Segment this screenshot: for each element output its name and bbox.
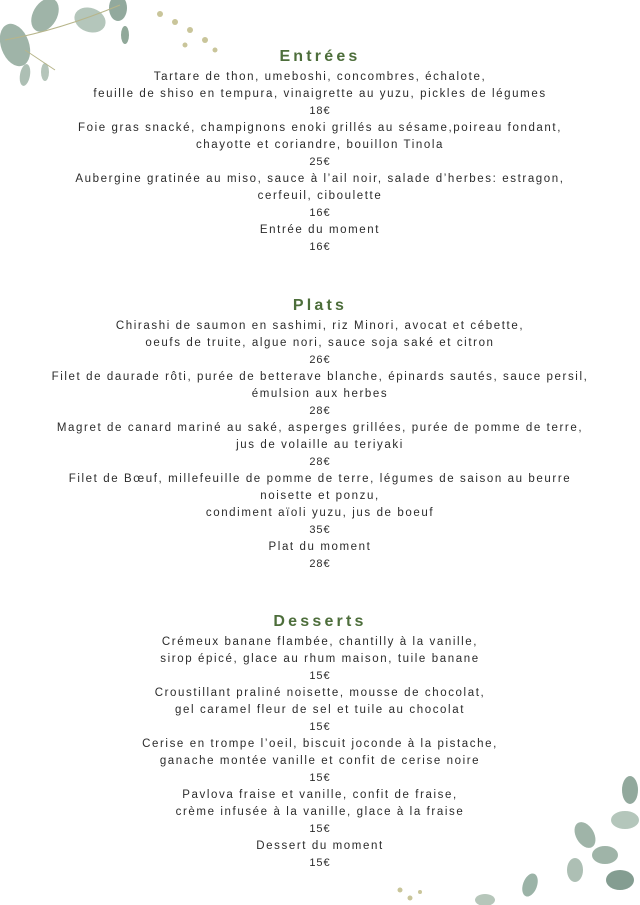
menu-item-description: chayotte et coriandre, bouillon Tinola: [195, 139, 445, 151]
menu-item-description: cerfeuil, ciboulette: [257, 190, 383, 202]
menu-item: [0, 420, 640, 471]
section-title: Desserts: [273, 613, 367, 630]
menu-item-description: Foie gras snacké, champignons enoki grillés au sésame,poireau fondant,: [77, 122, 563, 134]
menu-item-description: Magret de canard mariné au saké, asperges grillées, purée de pomme de terre,: [56, 422, 584, 434]
menu-item-price: 15€: [309, 670, 331, 682]
menu-item-price: 28€: [309, 558, 331, 570]
menu-item-description: oeufs de truite, algue nori, sauce soja saké et citron: [145, 337, 495, 349]
section-title: Entrées: [279, 48, 361, 65]
menu-item-price: 15€: [309, 721, 331, 733]
menu-item: [0, 120, 640, 171]
menu-item-description: Chirashi de saumon en sashimi, riz Minori, avocat et cébette,: [115, 320, 525, 332]
menu-item-description: feuille de shiso en tempura, vinaigrette au yuzu, pickles de légumes: [93, 88, 547, 100]
menu-item-description: sirop épicé, glace au rhum maison, tuile banane: [160, 653, 480, 665]
menu-item-price: 15€: [309, 823, 331, 835]
menu-item: [0, 318, 640, 369]
menu-item-description: Crémeux banane flambée, chantilly à la vanille,: [161, 636, 479, 648]
menu-item-description: condiment aïoli yuzu, jus de boeuf: [205, 507, 435, 519]
menu-item-price: 16€: [309, 207, 331, 219]
section-title: Plats: [292, 297, 348, 314]
menu-item-description: Tartare de thon, umeboshi, concombres, échalote,: [153, 71, 487, 83]
section-entrees: [0, 45, 640, 256]
menu-item-description: Dessert du moment: [256, 840, 384, 852]
menu-item: [0, 787, 640, 838]
menu-item: [0, 634, 640, 685]
menu-item-price: 25€: [309, 156, 331, 168]
menu-item-description: ganache montée vanille et confit de cerise noire: [159, 755, 481, 767]
menu-item-price: 28€: [309, 405, 331, 417]
menu-item-price: 28€: [309, 456, 331, 468]
section-desserts: [0, 610, 640, 872]
menu-item-description: Entrée du moment: [259, 224, 381, 236]
menu-item-description: noisette et ponzu,: [260, 490, 380, 502]
menu-item-description: Pavlova fraise et vanille, confit de fraise,: [182, 789, 458, 801]
menu-item: [0, 69, 640, 120]
menu-item-description: crème infusée à la vanille, glace à la fraise: [175, 806, 465, 818]
section-plats: [0, 294, 640, 573]
menu-item-price: 16€: [309, 241, 331, 253]
menu-item: [0, 838, 640, 872]
menu-item-description: Plat du moment: [268, 541, 372, 553]
menu-item-description: Aubergine gratinée au miso, sauce à l’ail noir, salade d’herbes: estragon,: [75, 173, 565, 185]
menu-item: [0, 222, 640, 256]
menu-item: [0, 539, 640, 573]
menu-item: [0, 736, 640, 787]
menu-item-price: 15€: [309, 772, 331, 784]
menu-item: [0, 369, 640, 420]
menu-item: [0, 685, 640, 736]
menu-item-description: Filet de daurade rôti, purée de betterave blanche, épinards sautés, sauce persil,: [51, 371, 589, 383]
menu-item-description: gel caramel fleur de sel et tuile au chocolat: [175, 704, 465, 716]
menu-item-description: jus de volaille au teriyaki: [236, 439, 404, 451]
menu-item-description: Cerise en trompe l’oeil, biscuit joconde à la pistache,: [142, 738, 498, 750]
menu-item-price: 15€: [309, 857, 331, 869]
menu-item-price: 26€: [309, 354, 331, 366]
menu-item: [0, 471, 640, 539]
menu-item: [0, 171, 640, 222]
menu-item-price: 18€: [309, 105, 331, 117]
menu-item-description: Filet de Bœuf, millefeuille de pomme de terre, légumes de saison au beurre: [68, 473, 572, 485]
menu-item-price: 35€: [309, 524, 331, 536]
menu-item-description: Croustillant praliné noisette, mousse de chocolat,: [154, 687, 486, 699]
menu-item-description: émulsion aux herbes: [251, 388, 389, 400]
